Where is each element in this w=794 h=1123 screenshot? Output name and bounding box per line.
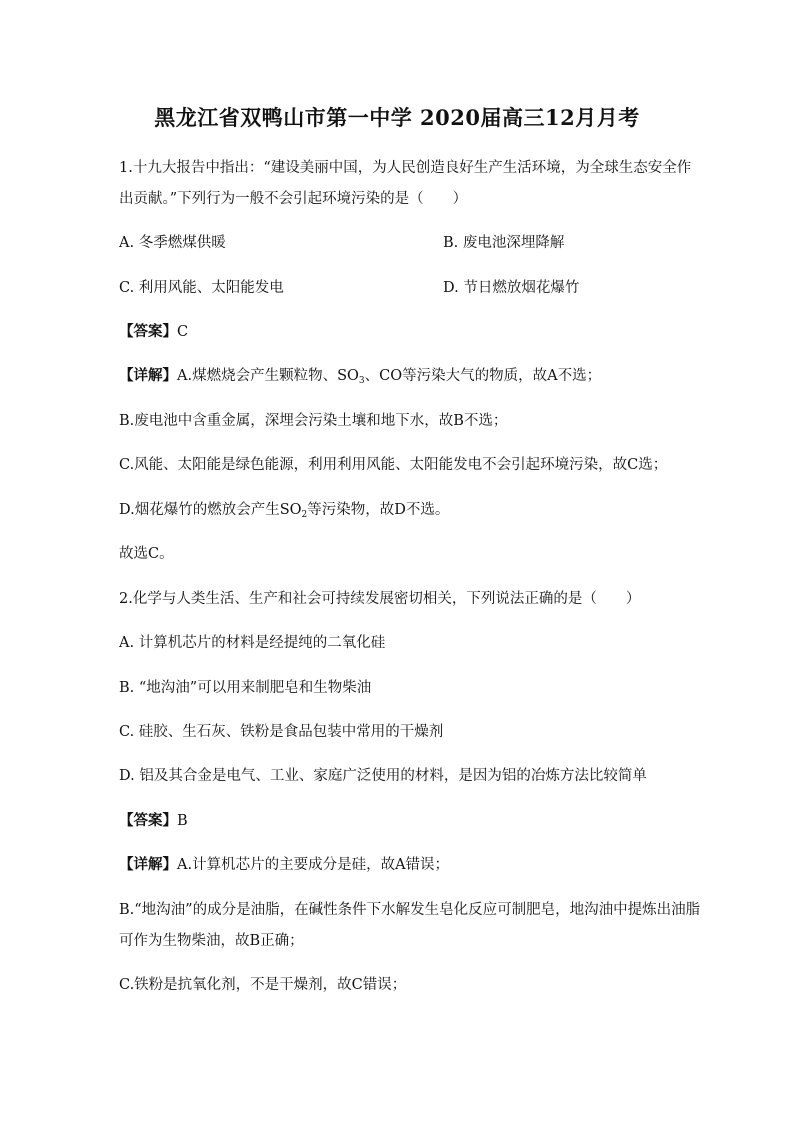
explain-text: D.烟花爆竹的燃放会产生SO <box>119 502 302 518</box>
q2-stem: 2.化学与人类生活、生产和社会可持续发展密切相关，下列说法正确的是（ ） <box>119 591 641 607</box>
q2-answer <box>119 811 188 831</box>
explain-label: 【详解】 <box>119 856 177 873</box>
q2-option-a: A. 计算机芯片的材料是经提纯的二氧化硅 <box>119 635 386 651</box>
q2-explain-b-line2: 可作为生物柴油，故B正确； <box>119 933 304 949</box>
explain-text: 等污染物，故D不选。 <box>307 502 450 518</box>
q2-option-c: C. 硅胶、生石灰、铁粉是食品包装中常用的干燥剂 <box>119 724 444 740</box>
q1-explain-d <box>119 500 449 520</box>
subscript: 2 <box>301 510 308 520</box>
q2-explain-a <box>119 855 449 875</box>
explain-text: 、CO等污染大气的物质，故A不选； <box>364 368 602 384</box>
answer-label: 【答案】 <box>119 812 177 829</box>
q2-option-b: B. “地沟油”可以用来制肥皂和生物柴油 <box>119 680 372 696</box>
q1-stem-line1: 1.十九大报告中指出：“建设美丽中国，为人民创造良好生产生活环境，为全球生态安全作 <box>119 160 692 176</box>
q1-explain-c: C.风能、太阳能是绿色能源，利用利用风能、太阳能发电不会引起环境污染，故C选； <box>119 457 668 473</box>
subscript: 3 <box>358 376 365 386</box>
explain-text: A.煤燃烧会产生颗粒物、SO <box>177 368 359 384</box>
q1-option-d: D. 节日燃放烟花爆竹 <box>443 280 580 296</box>
explain-label: 【详解】 <box>119 367 177 384</box>
q1-stem-line2: 出贡献。”下列行为一般不会引起环境污染的是（ ） <box>119 191 468 207</box>
q1-explain-b: B.废电池中含重金属，深埋会污染土壤和地下水，故B不选； <box>119 413 508 429</box>
answer-value: C <box>177 324 189 340</box>
q1-option-c: C. 利用风能、太阳能发电 <box>119 280 284 296</box>
page-title: 黑龙江省双鸭山市第一中学 2020届高三12月月考 <box>154 105 640 130</box>
answer-label: 【答案】 <box>119 323 177 340</box>
explain-text: A.计算机芯片的主要成分是硅，故A错误； <box>177 857 450 873</box>
q2-explain-b-line1: B.“地沟油”的成分是油脂，在碱性条件下水解发生皂化反应可制肥皂，地沟油中提炼出油脂 <box>119 902 701 918</box>
q1-explain-a <box>119 366 601 386</box>
q1-conclusion: 故选C。 <box>119 546 174 562</box>
q2-option-d: D. 铝及其合金是电气、工业、家庭广泛使用的材料，是因为铝的冶炼方法比较简单 <box>119 768 647 784</box>
q2-explain-c: C.铁粉是抗氧化剂，不是干燥剂，故C错误； <box>119 977 407 993</box>
q1-option-a: A. 冬季燃煤供暖 <box>119 235 226 251</box>
q1-answer <box>119 322 188 342</box>
q1-option-b: B. 废电池深埋降解 <box>443 235 565 251</box>
answer-value: B <box>177 813 188 829</box>
